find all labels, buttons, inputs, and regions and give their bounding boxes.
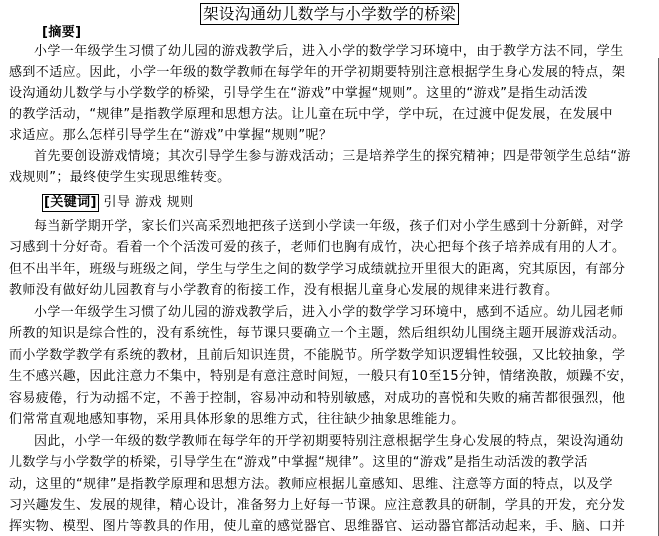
keywords-row <box>42 194 194 212</box>
keywords-label: [关键词] <box>44 195 97 210</box>
abstract-line: 戏规则”；最终使学生实现思维转变。 <box>9 170 231 185</box>
title-row <box>0 3 659 25</box>
body-line: 小学一年级学生习惯了幼儿园的游戏教学后，进入小学的数学学习环境中，感到不适应。幼儿园老师 <box>34 305 624 320</box>
body-line: 挥实物、模型、图片等教具的作用，使儿童的感觉器官、思维器官、运动器官都活动起来，手、脑、口并 <box>9 519 626 534</box>
abstract-heading: [摘要] <box>42 25 82 40</box>
body-line: 所教的知识是综合性的，没有系统性，每节课只要确立一个主题，然后组织幼儿围绕主题开展游戏活动。 <box>9 326 626 341</box>
body-line: 教师没有做好幼儿园教育与小学教育的衔接工作，没有根据儿童身心发展的规律来进行教育。 <box>9 283 559 298</box>
abstract-line: 感到不适应。因此，小学一年级的数学教师在每学年的开学初期要特别注意根据学生身心发展的特点，架 <box>9 65 626 80</box>
body-line: 而小学数学教学有系统的教材，且前后知识连贯，不能脱节。所学数学知识逻辑性较强，又比较抽象，学 <box>9 348 626 363</box>
body-line: 但不出半年，班级与班级之间，学生与学生之间的数学学习成绩就拉开里很大的距离，究其原因，有部分 <box>9 262 626 277</box>
abstract-line: 设沟通幼儿数学与小学数学的桥梁，引导学生在“游戏”中掌握“规则”。这里的“游戏”是指生动活泼 <box>9 86 588 101</box>
body-line: 容易疲倦，行为动摇不定，不善于控制，容易冲动和特别敏感，对成功的喜悦和失败的痛苦都很强烈，他 <box>9 391 626 406</box>
body-line: 每当新学期开学，家长们兴高采烈地把孩子送到小学读一年级，孩子们对小学生感到十分新鲜，对学 <box>34 219 624 234</box>
abstract-line: 首先要创设游戏情境；其次引导学生参与游戏活动；三是培养学生的探究精神；四是带领学生总结“游 <box>34 149 631 164</box>
body-line: 动，这里的“规律”是指教学原理和思想方法。教师应根据儿童感知、思维、注意等方面的特点，以及学 <box>9 477 613 492</box>
document-title: 架设沟通幼儿数学与小学数学的桥梁 <box>200 3 459 25</box>
abstract-line: 求适应。那么怎样引导学生在“游戏”中掌握“规则”呢？ <box>9 128 333 143</box>
abstract-line: 小学一年级学生习惯了幼儿园的游戏教学后，进入小学的数学学习环境中，由于教学方法不同，学生 <box>34 44 624 59</box>
body-line: 生不感兴趣，因此注意力不集中，特别是有意注意时间短，一般只有10至15分钟，情绪涣散，烦躁不安， <box>9 369 634 384</box>
body-line: 习兴趣发生、发展的规律，精心设计，准备努力上好每一节课。应注意教具的研制，学具的开发，充分发 <box>9 498 626 513</box>
body-line: 因此，小学一年级的数学教师在每学年的开学初期要特别注意根据学生身心发展的特点，架设沟通幼 <box>34 434 624 449</box>
keywords-text: 引导 游戏 规则 <box>103 195 194 210</box>
body-line: 儿数学与小学数学的桥梁，引导学生在“游戏”中掌握“规律”。这里的“游戏”是指生动活泼的教学活 <box>9 455 588 470</box>
body-line: 们常常直观地感知事物，采用具体形象的思维方式，往往缺少抽象思维能力。 <box>9 412 465 427</box>
abstract-line: 的教学活动，“规律”是指教学原理和思想方法。让儿童在玩中学，学中玩，在过渡中促发展，在发展中 <box>9 107 613 122</box>
body-line: 习感到十分好奇。看着一个个活泼可爱的孩子，老师们也胸有成竹，决心把每个孩子培养成有用的人才。 <box>9 240 626 255</box>
